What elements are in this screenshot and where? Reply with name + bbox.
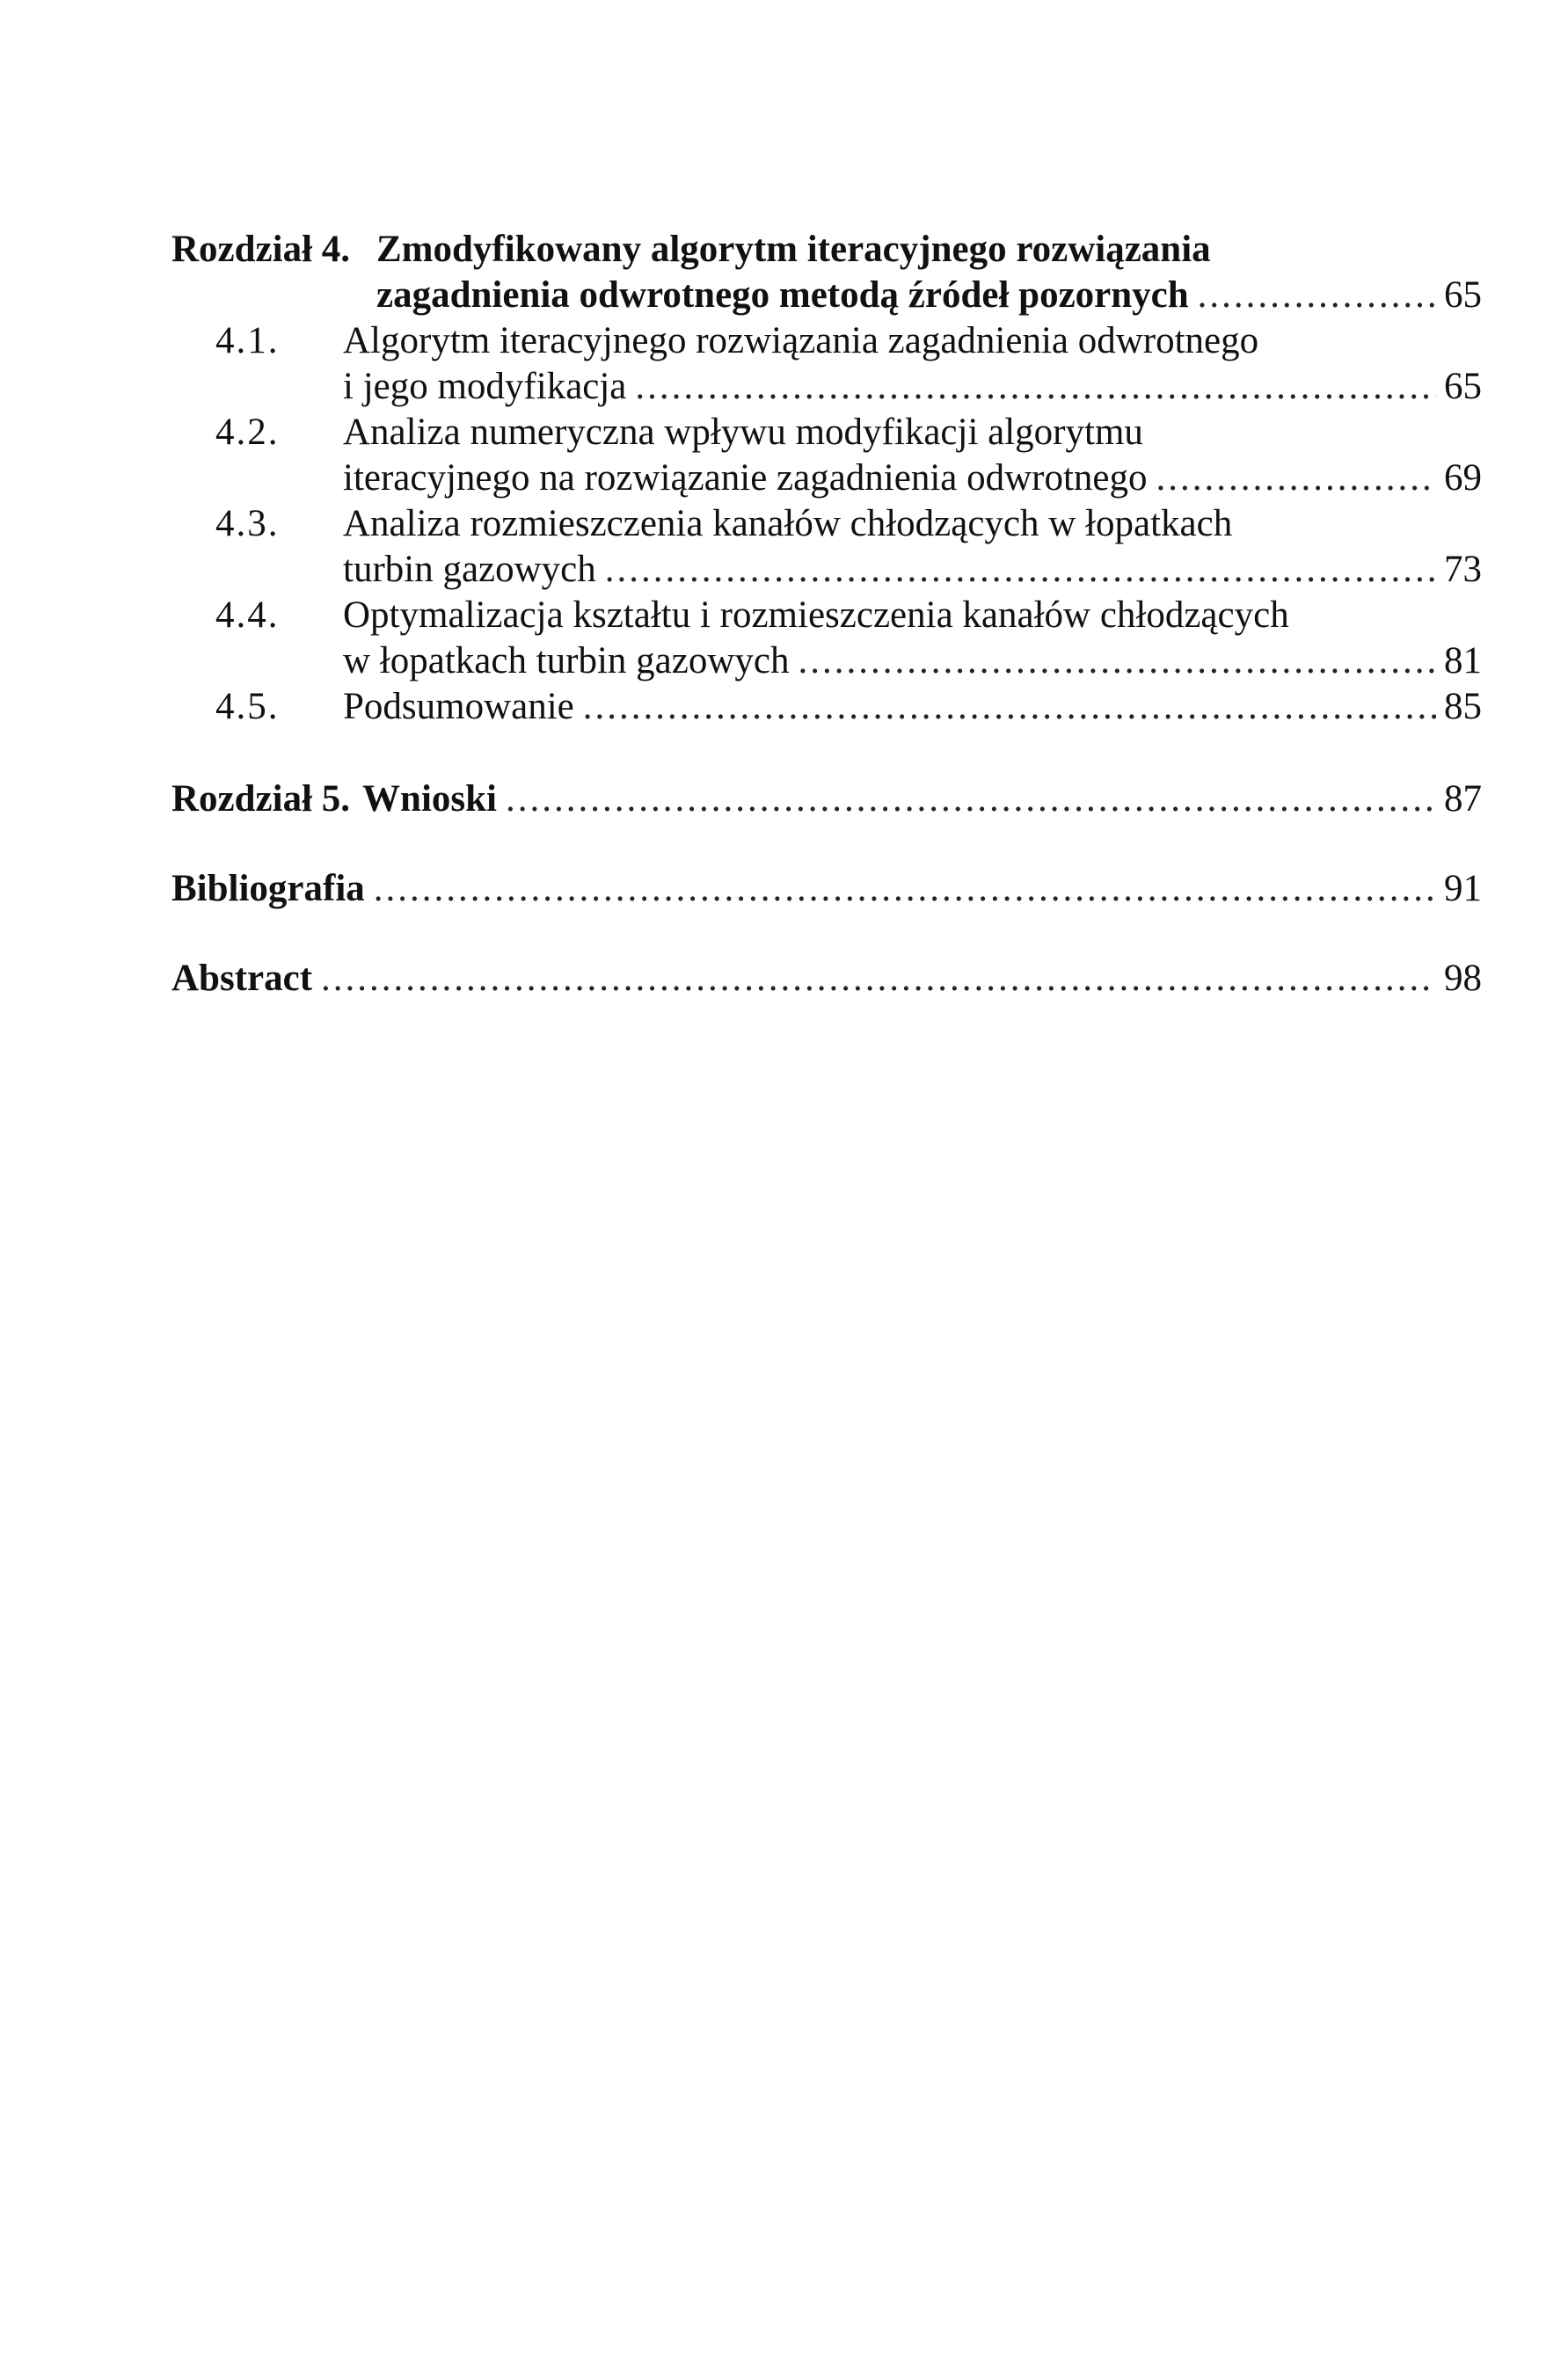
chapter-5-label: Rozdział 5. <box>171 778 351 820</box>
toc-section-4-1-line1 <box>171 318 1482 364</box>
chapter-4-label: Rozdział 4. <box>171 229 351 270</box>
toc-chapter-4-line1 <box>171 227 1482 273</box>
dot-leader <box>1198 273 1436 318</box>
chapter-4-page: 65 <box>1444 274 1482 316</box>
bibliography-page: 91 <box>1444 868 1482 909</box>
bibliography-title: Bibliografia <box>171 868 365 909</box>
dot-leader <box>321 956 1436 1002</box>
dot-leader <box>583 684 1436 730</box>
dot-leader <box>605 547 1436 593</box>
chapter-5-page: 87 <box>1444 778 1482 820</box>
section-page: 85 <box>1444 686 1482 727</box>
section-number: 4.5. <box>215 686 280 727</box>
section-page: 73 <box>1444 549 1482 590</box>
dot-leader <box>506 776 1436 822</box>
chapter-5-title: Wnioski <box>362 778 498 820</box>
abstract-page: 98 <box>1444 958 1482 999</box>
section-number: 4.3. <box>215 503 280 544</box>
section-title-line1: Analiza numeryczna wpływu modyfikacji algorytmu <box>343 412 1143 453</box>
toc-section-4-5[interactable] <box>171 684 1482 730</box>
toc-chapter-4-line2[interactable] <box>171 273 1482 318</box>
toc-abstract[interactable] <box>171 956 1482 1002</box>
section-number: 4.1. <box>215 320 280 361</box>
chapter-4-title-line1: Zmodyfikowany algorytm iteracyjnego rozwiązania <box>376 229 1211 270</box>
toc-section-4-2-line1 <box>171 410 1482 456</box>
section-page: 81 <box>1444 640 1482 681</box>
section-title-line1: Analiza rozmieszczenia kanałów chłodzących w łopatkach <box>343 503 1233 544</box>
section-title-line2: iteracyjnego na rozwiązanie zagadnienia odwrotnego <box>343 457 1148 499</box>
section-page: 69 <box>1444 457 1482 499</box>
chapter-4-title-line2: zagadnienia odwrotnego metodą źródeł pozornych <box>376 274 1189 316</box>
section-page: 65 <box>1444 366 1482 407</box>
section-title-line2: turbin gazowych <box>343 549 596 590</box>
toc-section-4-4-line2[interactable] <box>171 638 1482 684</box>
table-of-contents <box>171 227 1482 1002</box>
toc-section-4-4-line1 <box>171 593 1482 638</box>
dot-leader <box>635 364 1436 410</box>
section-title-line2: i jego modyfikacja <box>343 366 627 407</box>
section-title-line2: w łopatkach turbin gazowych <box>343 640 790 681</box>
dot-leader <box>798 638 1436 684</box>
toc-section-4-2-line2[interactable] <box>171 456 1482 501</box>
toc-section-4-3-line1 <box>171 501 1482 547</box>
toc-chapter-5[interactable] <box>171 776 1482 822</box>
toc-section-4-1-line2[interactable] <box>171 364 1482 410</box>
toc-section-4-3-line2[interactable] <box>171 547 1482 593</box>
section-number: 4.4. <box>215 594 280 636</box>
toc-bibliography[interactable] <box>171 866 1482 912</box>
abstract-title: Abstract <box>171 958 313 999</box>
section-title-line1: Podsumowanie <box>343 686 574 727</box>
dot-leader <box>374 866 1436 912</box>
section-number: 4.2. <box>215 412 280 453</box>
dot-leader <box>1156 456 1436 501</box>
section-title-line1: Algorytm iteracyjnego rozwiązania zagadnienia odwrotnego <box>343 320 1259 361</box>
section-title-line1: Optymalizacja kształtu i rozmieszczenia kanałów chłodzących <box>343 594 1289 636</box>
